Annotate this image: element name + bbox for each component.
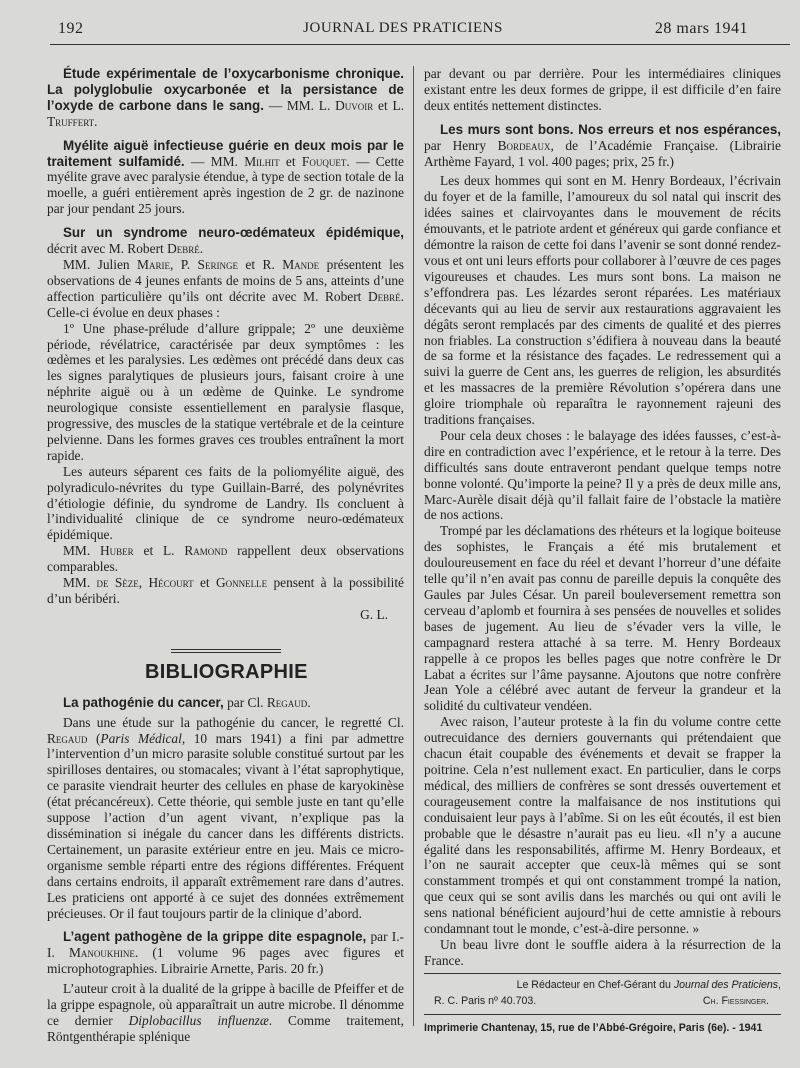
- paragraph: 1º Une phase-prélude d’allure grippale; 2º une deuxième période, révélatrice, caractérisée par deux symptômes : les œdèmes et les paralysies. Les œdèmes ont précédé dans deux cas les signes paralytiques de plusieurs jours, faisant croire à une néphrite aiguë ou à un œdème de Quinke. Le syndrome neurologique consiste essentiellement en paralysie flasque, progressive, des muscles de la statique vertébrale et de la ceinture pelvienne. Dans les formes graves ces troubles entraînent la mort rapide.: [47, 320, 404, 463]
- review-title: L’agent pathogène de la grippe dite espagnole,: [63, 929, 367, 945]
- editor-footer: Le Rédacteur en Chef-Gérant du Journal des Praticiens, R. C. Paris nº 40.703. Ch. Fiessinger.: [424, 978, 781, 1010]
- author-name: Truffert: [47, 113, 95, 129]
- author-name: Fouquet: [301, 153, 347, 169]
- signature: G. L.: [360, 606, 388, 622]
- species-name: Diplobacillus influenzæ: [128, 1012, 269, 1028]
- author-name: Debré: [167, 241, 200, 257]
- footer-rule: [424, 1014, 781, 1015]
- section-heading: BIBLIOGRAPHIE: [145, 660, 308, 683]
- left-column: [47, 66, 404, 1045]
- review-grippe-espagnole: L’agent pathogène de la grippe dite espagnole, par I.-I. Manoukhine. (1 volume 96 pages avec figures et microphotographies. Librairie Arnette, Paris. 20 fr.): [47, 929, 404, 977]
- author-name: Debré: [367, 288, 401, 304]
- author-name: Huber: [99, 543, 134, 559]
- section-separator: [171, 649, 281, 653]
- article-oxycarbonisme: Étude expérimentale de l’oxycarbonisme chronique. La polyglobulie oxycarbonée et la persistance de l’oxyde de carbone dans le sang. — MM. L. Duvoir et L. Truffert.: [47, 66, 404, 129]
- paragraph: Trompé par les déclamations des rhéteurs et la logique boiteuse des sophistes, le Français a été mis brutalement et douloureusement en face du réel et devant l’horreur d’une défaite telle qu’il n’en avait pas connu de pareille depuis la conquête des Gaules par Jules César. Un pareil bouleversement remettra son cerveau d’aplomb et fournira à ses pensées de nouvelles et solides bases de jugement. Au lieu de s’évader vers la ville, le campagnard restera attaché à sa terre. M. Henry Bordeaux rappelle à ce propos les belles pages que notre confrère le Dr Labat a écrites sur l’âme paysanne. Ajoutons que notre confrère Jean Yole a célébré avec autant de ferveur la grandeur et la solidité du cultivateur vendéen.: [424, 523, 781, 714]
- author-name: Seringe: [197, 256, 238, 272]
- paragraph: Avec raison, l’auteur proteste à la fin du volume contre cette outrecuidance des derniers gouvernants qui prétendaient que chacun était coupable des événements et devait se frapper la poitrine. Cela n’est nullement exact. En particulier, dans le corps médical, des milliers de confrères se sont dressés ouvertement et courageusement contre la malfaisance de nos institutions qui conduisaient leur pays à l’abîme. Si on les eût écoutés, il est bien probable que le désastre n’aurait pas eu lieu. «Il n’y a aucune égalité dans les responsabilités, affirme M. Henry Bordeaux, et l’on ne saurait accepter que ceux-là mêmes qui se sont constamment trompés et qui ont constamment trompé la nation, que ceux qui se sont avilis dans les marchés ou qui ont avili le sens national bénéficient aujourd’hui de cette amnistie à rebours condamnant tout le monde, c’est-à-dire personne. »: [424, 714, 781, 937]
- paragraph: L’auteur croit à la dualité de la grippe à bacille de Pfeiffer et de la grippe espagnole, où apparaîtrait un autre microbe. Il dénomme ce dernier Diplobacillus influenzæ. Comme traitement, Röntgenthérapie splénique: [47, 981, 405, 1044]
- header-rule: [50, 44, 790, 45]
- article-title: Myélite aiguë infectieuse guérie en deux mois par le traitement sulfamidé.: [47, 137, 404, 169]
- author-name: Duvoir: [335, 97, 374, 113]
- author-name: Regaud: [47, 730, 88, 746]
- article-neuro-oedemateux: Sur un syndrome neuro-œdémateux épidémique, décrit avec M. Robert Debré.: [47, 225, 404, 257]
- paragraph: Pour cela deux choses : le balayage des idées fausses, c’est-à-dire en contradiction avec l’expérience, et le retour à la terre. Des difficultés sans doute entraveront pendant quelque temps notre bonne volonté. Qu’importe la peine? Il y a près de deux mille ans, Marc-Aurèle disait déjà qu’il fallait faire de l’obstacle la matière de nos actions.: [424, 427, 781, 523]
- author-name: Regaud: [266, 694, 308, 710]
- review-pathogenie-cancer: La pathogénie du cancer, par Cl. Regaud.: [63, 694, 311, 710]
- review-title: La pathogénie du cancer,: [63, 694, 224, 710]
- paragraph-continued: par devant ou par derrière. Pour les intermédiaires cliniques existant entre les deux formes de grippe, il est difficile d’en faire deux entités nettement distinctes.: [424, 66, 781, 113]
- author-name: Hécourt: [148, 575, 194, 591]
- journal-title: JOURNAL DES PRATICIENS: [303, 20, 503, 36]
- journal-name: Journal des Praticiens: [673, 978, 779, 991]
- issue-date: 28 mars 1941: [654, 20, 748, 37]
- author-name: Ramond: [184, 543, 228, 559]
- registry-number: R. C. Paris nº 40.703.: [434, 994, 537, 1007]
- author-name: Gonnelle: [215, 575, 268, 591]
- author-name: Manoukhine: [68, 945, 135, 961]
- page-number: 192: [58, 20, 84, 37]
- article-title: Étude expérimentale de l’oxycarbonisme chronique. La polyglobulie oxycarbonée et la persistance de l’oxyde de carbone dans le sang.: [47, 66, 404, 113]
- review-title: Les murs sont bons. Nos erreurs et nos espérances,: [440, 121, 781, 137]
- paragraph: MM. de Sèze, Hécourt et Gonnelle pensent à la possibilité d’un béribéri.: [47, 575, 404, 606]
- review-murs-sont-bons: Les murs sont bons. Nos erreurs et nos espérances, par Henry Bordeaux, de l’Académie Française. (Librairie Arthème Fayard, 1 vol. 400 pages; prix, 25 fr.): [424, 121, 781, 169]
- article-title: Sur un syndrome neuro-œdémateux épidémique,: [63, 225, 404, 241]
- author-name: de Sèze: [96, 575, 139, 591]
- right-column: [424, 66, 781, 1036]
- author-name: Marie: [137, 256, 170, 272]
- author-name: Milhit: [244, 153, 280, 169]
- column-divider: [413, 66, 414, 1026]
- footer-rule: [424, 973, 781, 974]
- author-name: Bordeaux: [497, 137, 551, 153]
- article-myelite: Myélite aiguë infectieuse guérie en deux mois par le traitement sulfamidé. — MM. Milhit et Fouquet. — Cette myélite grave avec paralysie étendue, à type de section totale de la moelle, a guéri entièrement après ingestion de 2 gr. de nazinone par jour pendant 25 jours.: [47, 137, 404, 217]
- paragraph: Les auteurs séparent ces faits de la poliomyélite aiguë, des polyradiculo-névrites du type Guillain-Barré, des polynévrites d’étiologie définie, du syndrome de Landry. Ils concluent à l’individualité clinique de ce syndrome neuro-œdémateux épidémique.: [47, 463, 404, 543]
- paragraph: Un beau livre dont le souffle aidera à la résurrection de la France.: [424, 936, 781, 968]
- paragraph: MM. Huber et L. Ramond rappellent deux observations comparables.: [47, 543, 405, 575]
- author-name: Mande: [282, 256, 320, 272]
- editor-name: Ch. Fiessinger.: [702, 994, 769, 1007]
- page-header: [58, 20, 748, 40]
- paragraph: Dans une étude sur la pathogénie du cancer, le regretté Cl. Regaud (Paris Médical, 10 mars 1941) a fini par admettre l’intervention d’un micro parasite soluble constitué surtout par les spirilloses dentaires, ou stomacales; vivant à l’état saprophytique, ce parasite viendrait heurter des cellules en phase de karyokinèse (état précancéreux). Cette théorie, qui semble juste en tant qu’elle suppose l’action d’un agent vivant, n’explique pas la dissémination si inégale du cancer dans les différents districts. Certainement, un parasite extérieur entre en jeu. Mais ce micro-organisme semble réparti entre des régions différentes. Fréquent dans certains endroits, il apparaît extrêmement rare dans d’autres. Les praticiens ont apporté à ce sujet des données extrêmement précieuses. Or il faut toujours partir de la clinique d’abord.: [47, 714, 404, 921]
- printer-line: Imprimerie Chantenay, 15, rue de l’Abbé-Grégoire, Paris (6e). - 1941: [424, 1021, 763, 1034]
- article-body: . — Cette myélite grave avec paralysie étendue, à type de section totale de la moelle, a guéri entièrement après ingestion de 2 gr. de nazinone par jour pendant 25 jours.: [47, 153, 404, 217]
- paragraph: MM. Julien Marie, P. Seringe et R. Mande présentent les observations de 4 jeunes enfants de moins de 5 ans, atteints d’une affection particulière qu’ils ont décrite avec M. Robert Debré. Celle-ci évolue en deux phases :: [47, 256, 404, 320]
- journal-reference: Paris Médical: [100, 730, 182, 746]
- paragraph: Les deux hommes qui sont en M. Henry Bordeaux, l’écrivain du foyer et de la famille, l’amoureux du sol natal qui inscrit des idées saines et clairvoyantes dans le mouvement de récits émouvants, et le patriote ardent et généreux qui garde confiance et démontre la raison de cette foi dans l’avenir se sont donné rendez-vous et ont uni leurs efforts pour collaborer à l’œuvre de ces pages vigoureuses et chaudes. Les murs sont bons. La maison ne s’effondrera pas. Les lézardes seront réparées. Les matériaux décevants qui au lieu de servir aux restaurations aggravaient les dégâts seront remplacés par des ciments de qualité et des pierres non friables. La construction s’édifiera à nouveau dans la beauté de sa forme et la résistance des façades. Le redressement qui a suivi la guerre de Cent ans, les guerres de religion, les absurdités et les massacres de la première Révolution s’opérera dans une gloire triomphale où reparaîtra le rayonnement rajeuni des traditions françaises.: [424, 173, 781, 428]
